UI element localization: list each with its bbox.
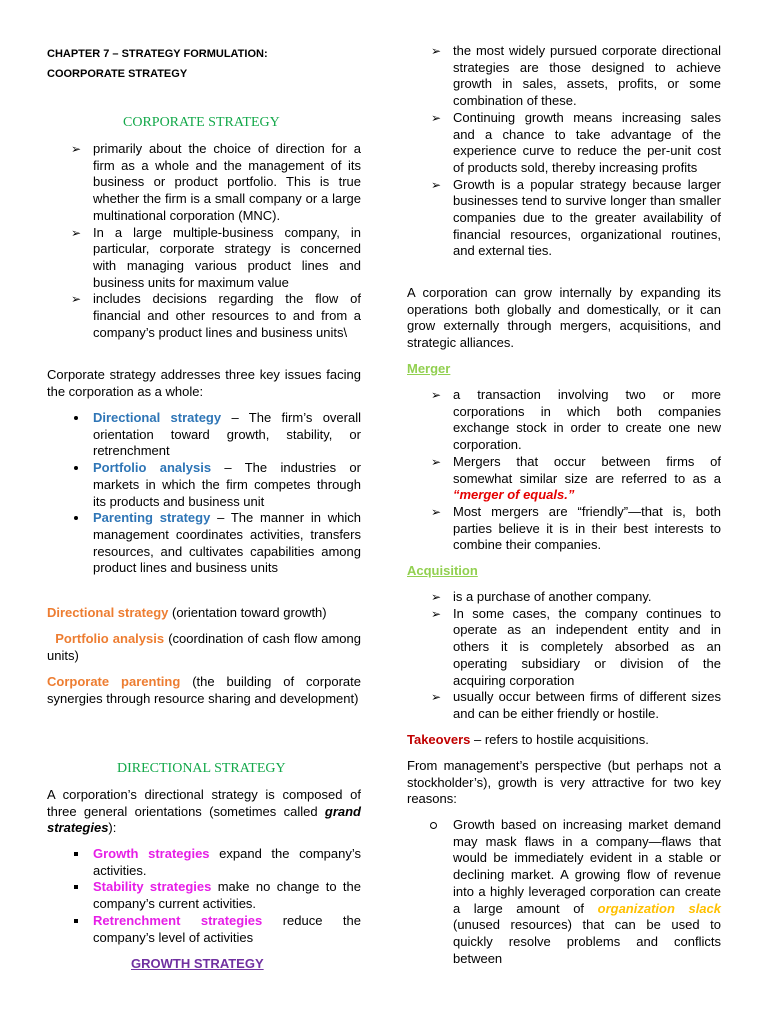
list-item: Growth strategies expand the company’s activities. <box>93 846 361 879</box>
list-item: Portfolio analysis – The industries or markets in which the firm competes through its products and business unit <box>93 460 361 510</box>
list-item: ➢ Mergers that occur between firms of somewhat similar size are referred to as a “merger of equals.” <box>431 453 721 503</box>
list-item: ➢ usually occur between firms of different sizes and can be either friendly or hostile. <box>431 689 721 721</box>
arrow-bullet-icon: ➢ <box>431 110 442 125</box>
summary-parenting: Corporate parenting (the building of corporate synergies through resource sharing and development) <box>47 674 361 706</box>
chapter-line-1: CHAPTER 7 – STRATEGY FORMULATION: <box>47 48 268 60</box>
list-item: Parenting strategy – The manner in which management coordinates activities, transfers resources, and cultivates capabilities among product lines and business units <box>93 510 361 577</box>
list-item: ➢ primarily about the choice of direction for a firm as a whole and the management of its business or product portfolio. This is true whether the firm is a small company or a large multinational corporation (MNC). <box>71 141 361 223</box>
list-item: ➢ the most widely pursued corporate directional strategies are those designed to achieve growth in sales, assets, profits, or some combination of these. <box>431 43 721 109</box>
arrow-bullet-icon: ➢ <box>431 504 442 519</box>
list-item: Stability strategies make no change to the company’s current activities. <box>93 879 361 912</box>
list-item: ➢ is a purchase of another company. <box>431 589 652 604</box>
merger-heading: Merger <box>407 361 451 376</box>
corporate-strategy-bullets <box>71 141 361 341</box>
arrow-bullet-icon: ➢ <box>431 690 442 705</box>
arrow-bullet-icon: ➢ <box>431 177 442 192</box>
summary-portfolio: Portfolio analysis (coordination of cash flow among units) <box>47 631 361 663</box>
acquisition-bullets <box>431 589 721 723</box>
list-item: Growth based on increasing market demand may mask flaws in a company—flaws that would be immediately evident in a stable or declining market. A growing flow of revenue into a highly leveraged corporation can create a large amount of organization slack (unused resources) that can be used to quickly resolve problems and conflicts between <box>453 817 721 967</box>
square-bullet-icon <box>74 919 78 923</box>
chapter-heading <box>47 44 268 84</box>
arrow-bullet-icon: ➢ <box>431 44 442 58</box>
list-item: ➢ Continuing growth means increasing sales and a chance to take advantage of the experience curve to reduce the per-unit cost of products sold, thereby increasing profits <box>431 109 721 175</box>
directional-intro: A corporation’s directional strategy is composed of three general orientations (sometimes called grand strategies): <box>47 787 361 836</box>
square-bullet-icon <box>74 885 78 889</box>
arrow-bullet-icon: ➢ <box>71 292 82 307</box>
bullet-dot-icon <box>74 516 78 520</box>
section-title-corporate-strategy: CORPORATE STRATEGY <box>123 115 280 130</box>
list-item: Retrenchment strategies reduce the company’s level of activities <box>93 913 361 946</box>
arrow-bullet-icon: ➢ <box>431 454 442 469</box>
list-item: ➢ In some cases, the company continues to operate as an independent entity and in others it is completely absorbed as an operating subsidiary or division of the acquiring corporation <box>431 605 721 688</box>
issues-intro: Corporate strategy addresses three key issues facing the corporation as a whole: <box>47 367 361 399</box>
section-title-directional-strategy: DIRECTIONAL STRATEGY <box>117 761 286 776</box>
merger-bullets <box>431 387 721 554</box>
bullet-dot-icon <box>74 466 78 470</box>
key-issues-list <box>93 410 361 577</box>
bullet-dot-icon <box>74 416 78 420</box>
management-paragraph: From management’s perspective (but perhaps not a stockholder’s), growth is very attractive for two key reasons: <box>407 758 721 807</box>
grow-paragraph: A corporation can grow internally by expanding its operations both globally and domestically, or it can grow externally through mergers, acquisitions, and strategic alliances. <box>407 285 721 351</box>
takeovers-line: Takeovers – refers to hostile acquisitions. <box>407 732 649 747</box>
summary-directional: Directional strategy (orientation toward growth) <box>47 605 327 620</box>
arrow-bullet-icon: ➢ <box>71 142 82 156</box>
reasons-list <box>453 817 721 967</box>
arrow-bullet-icon: ➢ <box>431 388 442 402</box>
list-item: ➢ In a large multiple-business company, in particular, corporate strategy is concerned with managing various product lines and business units for maximum value <box>71 224 361 290</box>
arrow-bullet-icon: ➢ <box>431 590 442 604</box>
growth-bullets <box>431 43 721 260</box>
circle-bullet-icon <box>430 822 437 829</box>
list-item: ➢ includes decisions regarding the flow of financial and other resources to and from a company’s product lines and business units\ <box>71 291 361 340</box>
arrow-bullet-icon: ➢ <box>71 225 82 240</box>
section-title-growth-strategy: GROWTH STRATEGY <box>131 956 264 971</box>
chapter-line-2: COORPORATE STRATEGY <box>47 68 188 80</box>
list-item: ➢ a transaction involving two or more corporations in which both companies exchange stock in order to create one new corporation. <box>431 387 721 453</box>
acquisition-heading: Acquisition <box>407 563 478 578</box>
list-item: ➢ Growth is a popular strategy because larger businesses tend to survive longer than smaller companies due to the greater availability of financial resources, organizational routines, and external ties. <box>431 176 721 259</box>
arrow-bullet-icon: ➢ <box>431 606 442 621</box>
list-item: ➢ Most mergers are “friendly”—that is, both parties believe it is in their best interests to combine their companies. <box>431 503 721 553</box>
square-bullet-icon <box>74 852 78 856</box>
orientations-list <box>93 846 361 946</box>
list-item: Directional strategy – The firm’s overall orientation toward growth, stability, or retrenchment <box>93 410 361 460</box>
